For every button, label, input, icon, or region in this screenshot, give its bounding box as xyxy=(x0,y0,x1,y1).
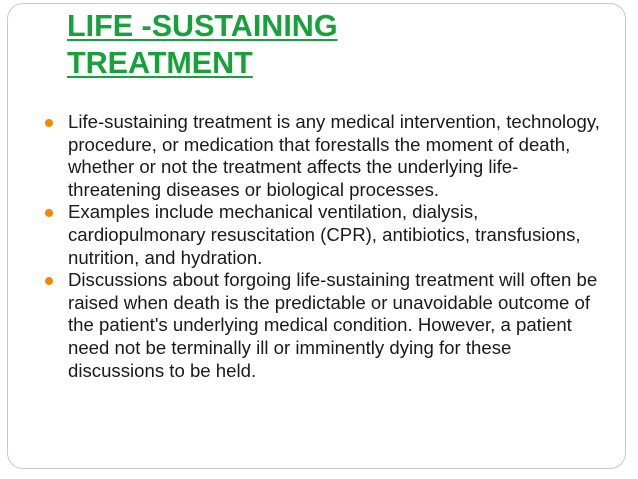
bullet-item-discussions xyxy=(42,269,602,382)
bullet-text: Life-sustaining treatment is any medical intervention, technology, procedure, or medication that forestalls the moment of death, whether or not the treatment affects the underlying life-threatening diseases or biological processes. xyxy=(68,111,600,200)
bullet-item-examples xyxy=(42,201,602,269)
slide-title-line-1: LIFE -SUSTAINING xyxy=(67,9,338,43)
bullet-text: Discussions about forgoing life-sustaining treatment will often be raised when death is the predictable or unavoidable outcome of the patient's underlying medical condition. However, a patient need not be terminally ill or imminently dying for these discussions to be held. xyxy=(68,269,598,381)
bullet-dot-icon xyxy=(45,119,53,127)
bullet-dot-icon xyxy=(45,209,53,217)
bullet-item-definition xyxy=(42,111,602,201)
slide-title-line-2: TREATMENT xyxy=(67,46,253,80)
bullet-dot-icon xyxy=(45,277,53,285)
bullet-text: Examples include mechanical ventilation, dialysis, cardiopulmonary resuscitation (CPR), antibiotics, transfusions, nutrition, and hydration. xyxy=(68,201,581,268)
bullet-list xyxy=(42,111,602,382)
slide-title xyxy=(67,8,338,82)
